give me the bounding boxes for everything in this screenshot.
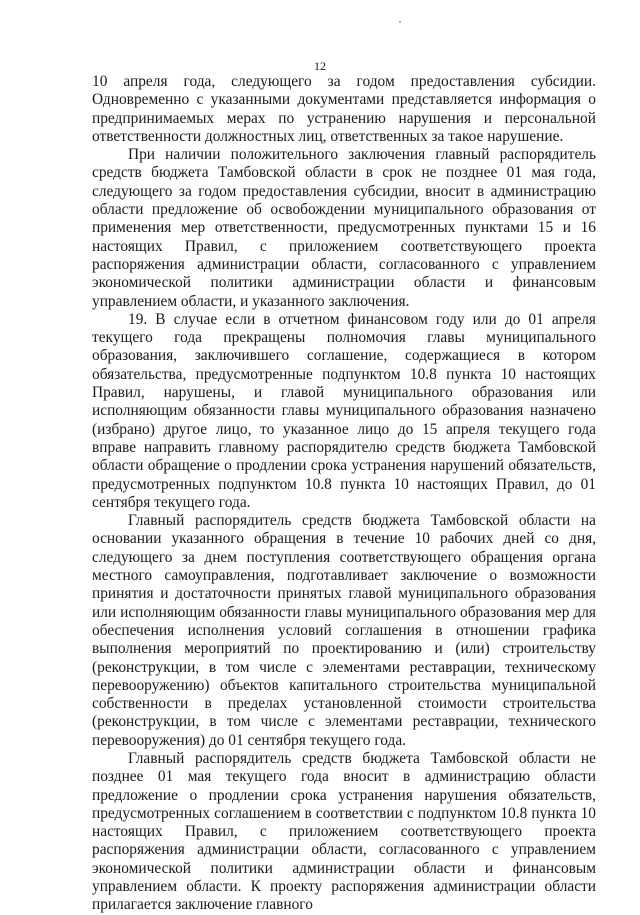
paragraph-conclusion-preparation: Главный распорядитель средств бюджета Тамбовской области на основании указанного обращения в течение 10 рабочих дней со дня, следующего за днем поступления соответствующего обращения органа местного самоуправления, подготавливает заключение о возможности принятия и достаточности принятых главой муниципального образования или исполняющим обязанности главы муниципального образования мер для обеспечения исполнения условий соглашения в отношении графика выполнения мероприятий по проектированию и (или) строительству (реконструкции, в том числе с элементами реставрации, техническому перевооружению) объектов капитального строительства муниципальной собственности в пределах установленной стоимости строительства (реконструкции, в том числе с элементами реставрации, технического перевооружения) до 01 сентября текущего года.: [92, 512, 596, 749]
document-body: [92, 73, 596, 915]
paragraph-positive-conclusion: При наличии положительного заключения главный распорядитель средств бюджета Тамбовской области в срок не позднее 01 мая года, следующего за годом предоставления субсидии, вносит в администрацию области предложение об освобождении муниципального образования от применения мер ответственности, предусмотренных пунктами 15 и 16 настоящих Правил, с приложением соответствующего проекта распоряжения администрации области, согласованного с управлением экономической политики администрации области и финансовым управлением области, и указанного заключения.: [92, 146, 596, 310]
paragraph-deadline-extension: Главный распорядитель средств бюджета Тамбовской области не позднее 01 мая текущего года вносит в администрацию области предложение о продлении срока устранения нарушения обязательств, предусмотренных соглашением в соответствии с подпунктом 10.8 пункта 10 настоящих Правил, с приложением соответствующего проекта распоряжения администрации области, согласованного с управлением экономической политики администрации области и финансовым управлением области. К проекту распоряжения администрации области прилагается заключение главного: [92, 749, 596, 914]
paragraph-clause-19: 19. В случае если в отчетном финансовом году или до 01 апреля текущего года прекращены полномочия главы муниципального образования, заключившего соглашение, содержащиеся в котором обязательства, предусмотренные подпунктом 10.8 пункта 10 настоящих Правил, нарушены, и главой муниципального образования или исполняющим обязанности главы муниципального образования назначено (избрано) другое лицо, то указанное лицо до 15 апреля текущего года вправе направить главному распорядителю средств бюджета Тамбовской области обращение о продлении срока устранения нарушений обязательств, предусмотренных подпунктом 10.8 пункта 10 настоящих Правил, до 01 сентября текущего года.: [92, 310, 596, 511]
paragraph-continuation: 10 апреля года, следующего за годом предоставления субсидии. Одновременно с указанными документами представляется информация о предпринимаемых мерах по устранению нарушения и персональной ответственности должностных лиц, ответственных за такое нарушение.: [92, 73, 596, 145]
page-number: 12: [314, 59, 326, 73]
scan-speck: [399, 21, 401, 23]
